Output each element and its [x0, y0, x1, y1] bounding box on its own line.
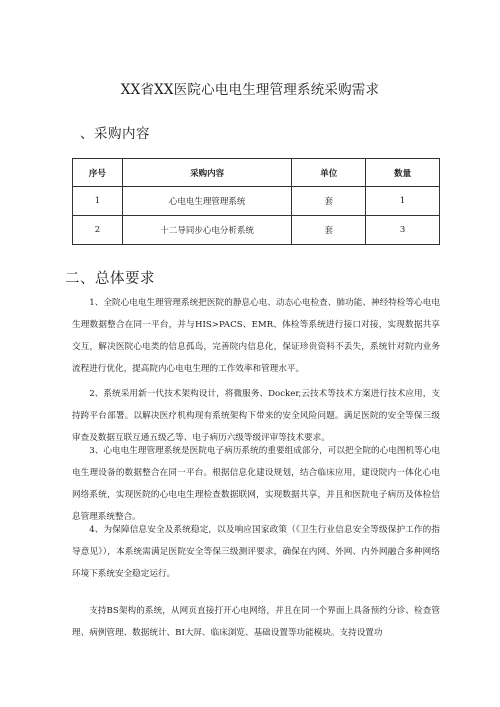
document-title: XX省XX医院心电电生理管理系统采购需求 — [120, 82, 380, 98]
table-row — [73, 187, 440, 216]
table-cell: 套 — [292, 187, 366, 216]
paragraph-3: 3、心电电生理管理系统是医院电子病历系统的重要组成部分，可以把全院的心电图机等心电电生理设备的数据整合在同一平台。根据信息化建设规划，结合临床应用，建设院内一体化心电网络系统，实现医院的心电电生理检查数据联网，实现数据共享，并且和医院电子病历及体检信息管理系统整合。 — [72, 446, 440, 522]
table-row — [73, 216, 440, 245]
table-cell: 1 — [73, 187, 123, 216]
paragraph-5: 支持BS架构的系统，从网页直接打开心电网络，并且在同一个界面上具备预约分诊、检查管理、病例管理、数据统计、BI大屏、临床浏览、基础设置等功能模块。支持设置功 — [72, 606, 440, 638]
paragraph-4: 4、为保障信息安全及系统稳定，以及响应国家政策（《卫生行业信息安全等级保护工作的指导意见》），本系统需满足医院安全等保三级测评要求，确保在内网、外网、内外网融合多种网络环境下系统安全稳定运行。 — [72, 525, 440, 579]
table-header-row — [73, 159, 440, 187]
section-heading-procurement-content: 、采购内容 — [80, 126, 150, 142]
table-cell: 3 — [366, 216, 440, 245]
table-cell: 心电电生理管理系统 — [122, 187, 292, 216]
header-serial-number: 序号 — [73, 159, 123, 187]
paragraph-2: 2、系统采用新一代技术架构设计，将微服务、Docker,云技术等技术方案进行技术应用，支持跨平台部署。以解决医疗机构现有系统架构下带来的安全风险问题。满足医院的安全等保三级审查及数据互联互通五级乙等、电子病历六级等级评审等技术要求。 — [72, 389, 440, 443]
procurement-table — [72, 158, 440, 245]
paragraph-1: 1、全院心电电生理管理系统把医院的静息心电、动态心电检查、肺功能、神经特检等心电电生理数据整合在同一平台，并与HIS>PACS、EMR、体检等系统进行接口对接，实现数据共享交互，解决医院心电类的信息孤岛，完善院内信息化，保证珍贵资料不丢失，系统针对院内业务流程进行优化，提高院内心电电生理的工作效率和管理水平。 — [72, 298, 440, 374]
table-cell: 2 — [73, 216, 123, 245]
header-quantity: 数量 — [366, 159, 440, 187]
table-cell: 套 — [292, 216, 366, 245]
section-heading-general-requirements: 二、总体要求 — [65, 271, 155, 287]
header-procurement-item: 采购内容 — [122, 159, 292, 187]
table-cell: 十二导同步心电分析系统 — [122, 216, 292, 245]
table-cell: 1 — [366, 187, 440, 216]
header-unit: 单位 — [292, 159, 366, 187]
